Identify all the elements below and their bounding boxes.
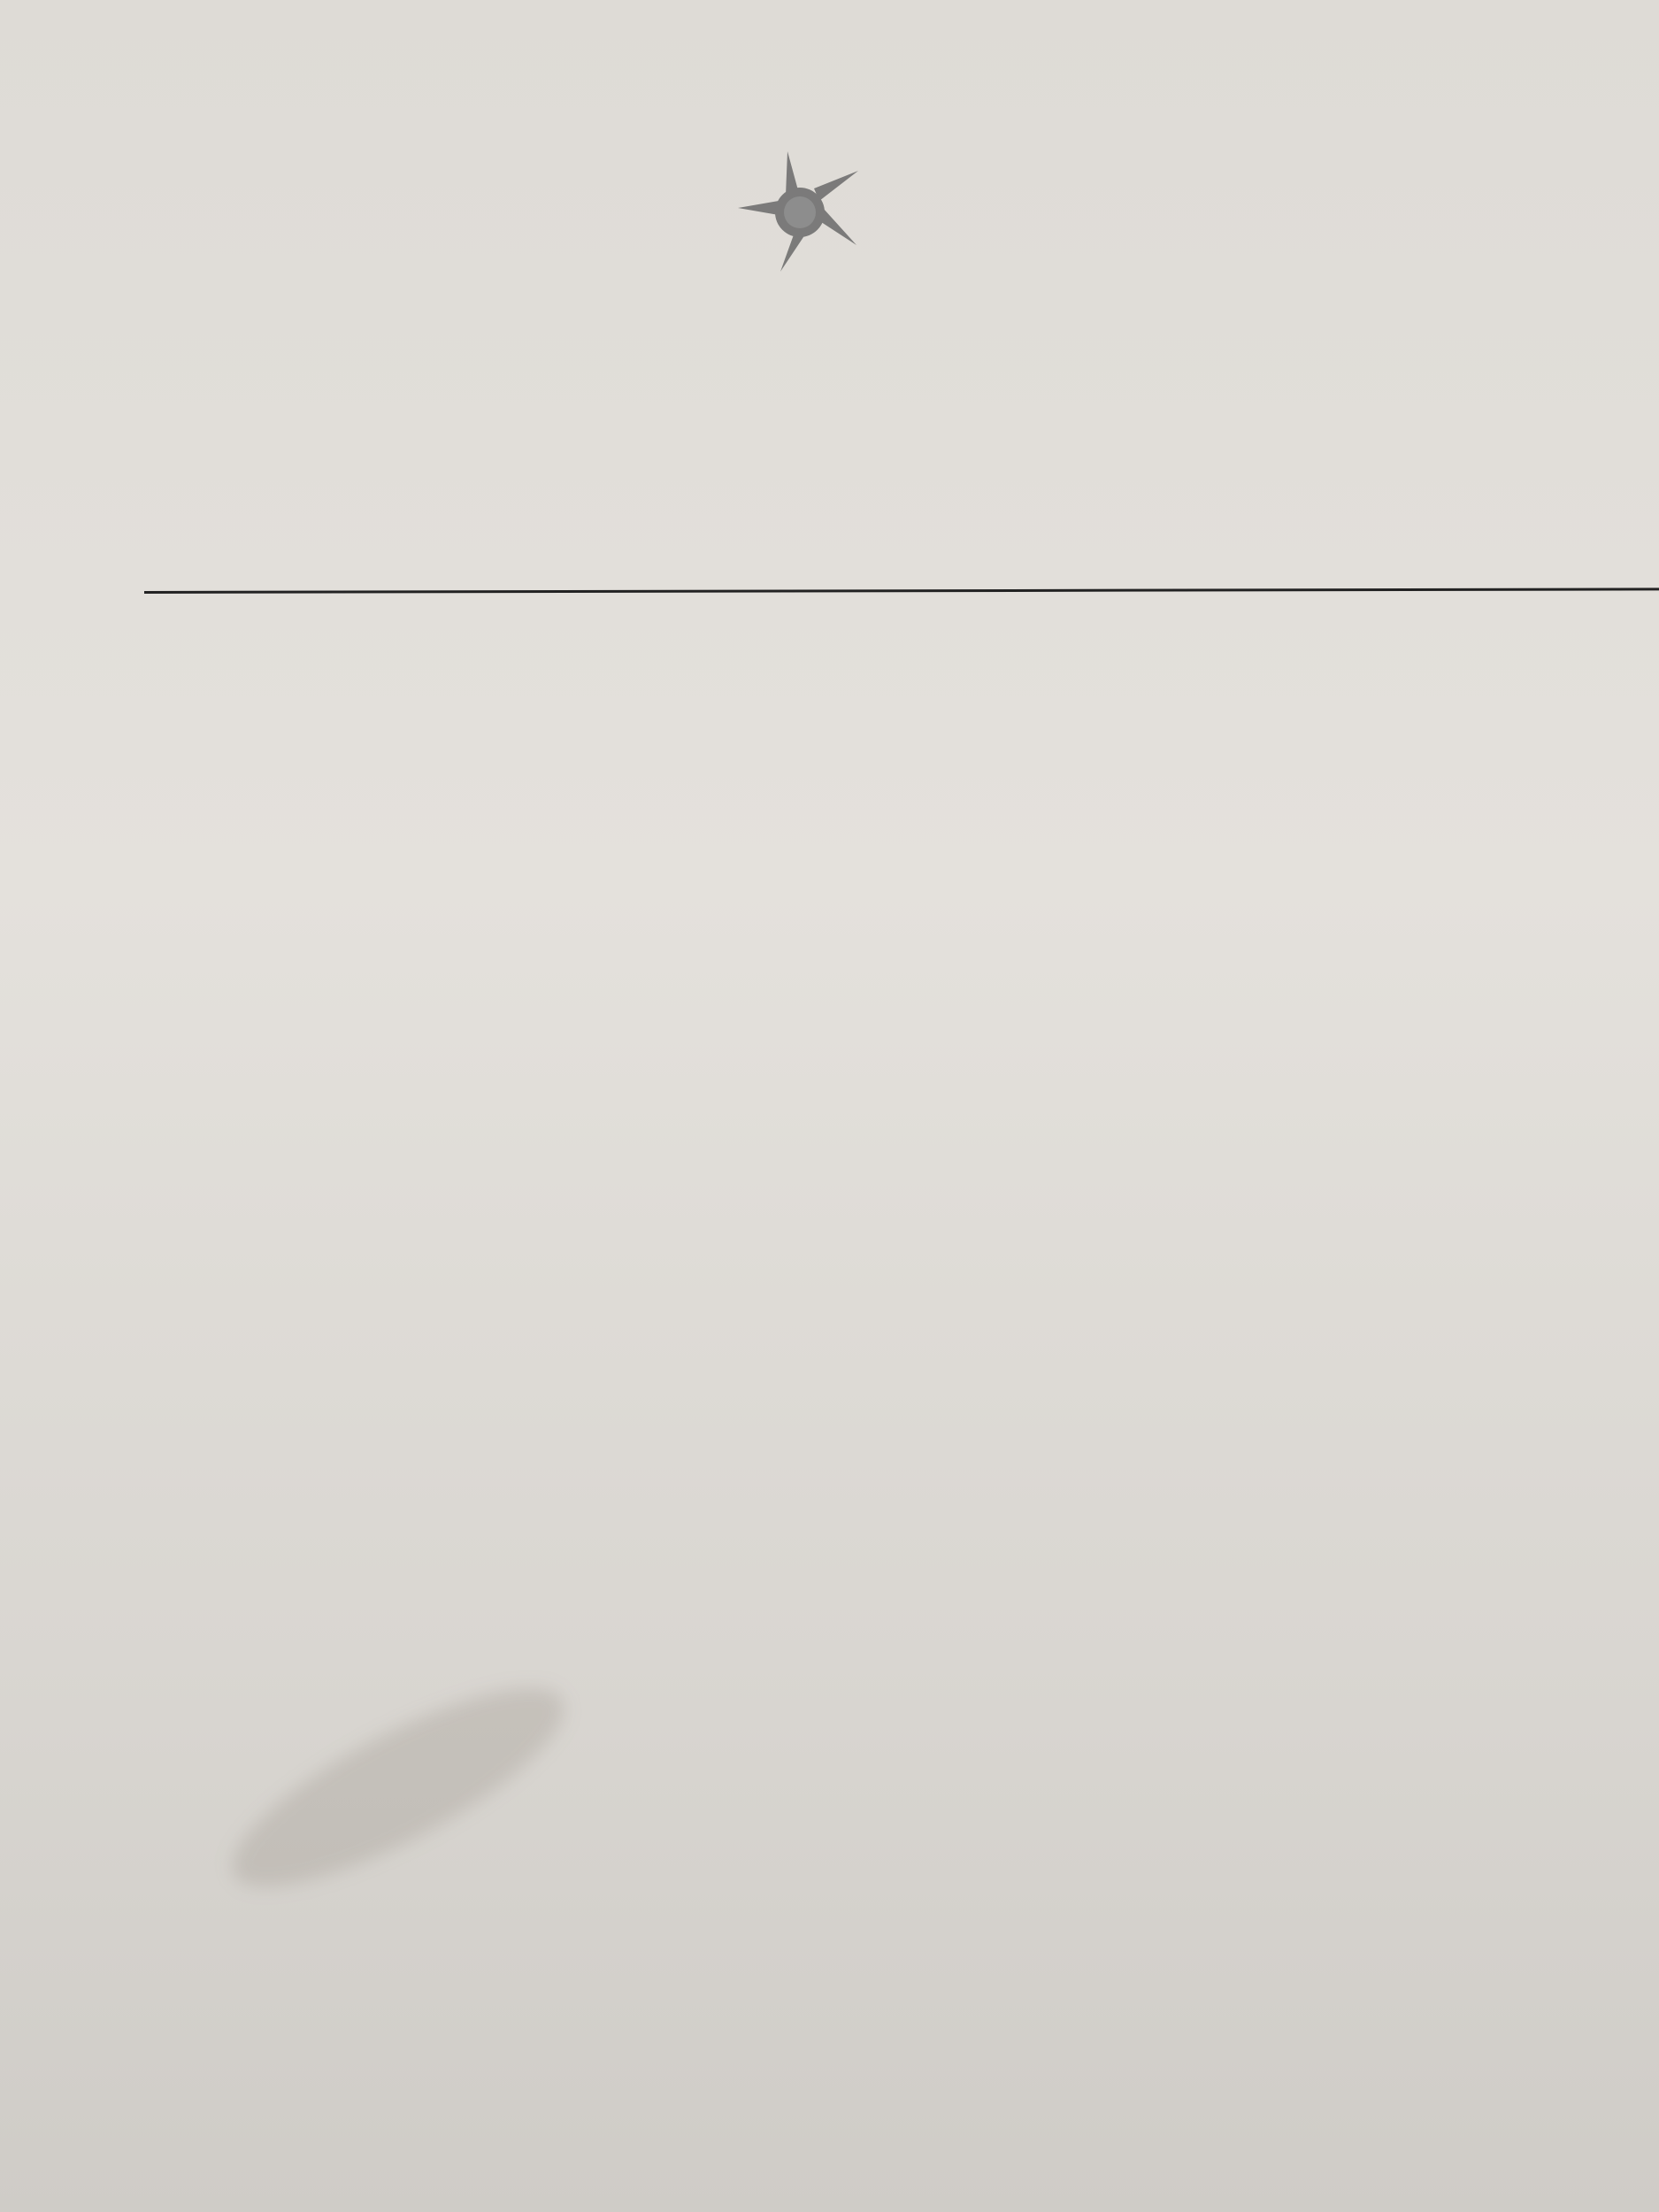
paper-fold-shadow [209,1653,587,1921]
header-divider [144,588,1659,594]
star-stamp-icon [734,146,867,279]
